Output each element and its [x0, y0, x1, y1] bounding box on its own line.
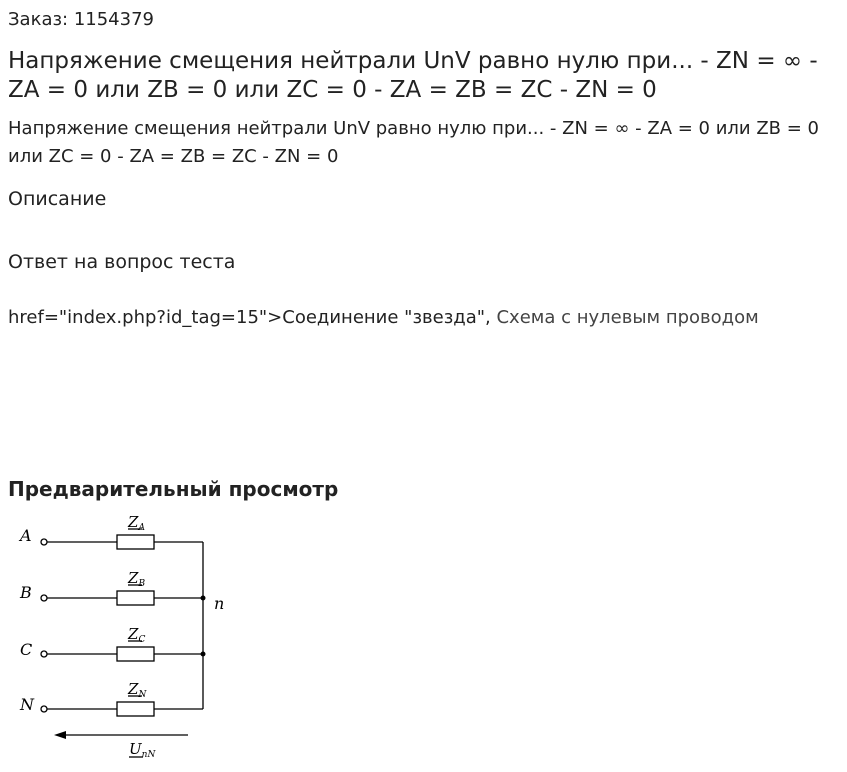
label-b: B: [20, 583, 32, 602]
label-zc: $Z_C$: [128, 625, 146, 645]
tag-link[interactable]: Схема с нулевым проводом: [496, 307, 759, 328]
label-zb: $Z_B$: [128, 569, 146, 589]
answer-text: Ответ на вопрос теста: [8, 251, 236, 273]
label-za: $Z_A$: [128, 513, 145, 533]
resistor-zn: [117, 702, 154, 716]
junction-dot: [201, 596, 206, 601]
description-heading: Описание: [8, 188, 107, 210]
tags-line: [8, 307, 759, 328]
arrow-head-icon: [54, 731, 66, 739]
resistor-zc: [117, 647, 154, 661]
terminal-c: [41, 651, 47, 657]
resistor-zb: [117, 591, 154, 605]
question-text: Напряжение смещения нейтрали UnV равно нулю при... - ZN = ∞ - ZA = 0 или ZB = 0 или ZC = 0 - ZA = ZB = ZC - ZN = 0: [8, 118, 820, 167]
junction-dot: [201, 652, 206, 657]
label-unn: $U_{nN}$: [129, 740, 156, 760]
label-n: N: [20, 695, 34, 714]
terminal-n: [41, 706, 47, 712]
resistor-za: [117, 535, 154, 549]
order-number: Заказ: 1154379: [8, 9, 154, 30]
terminal-b: [41, 595, 47, 601]
terminal-a: [41, 539, 47, 545]
label-c: C: [20, 640, 33, 659]
page-title: Напряжение смещения нейтрали UnV равно нулю при... - ZN = ∞ - ZA = 0 или ZB = 0 или ZC = 0 - ZA = ZB = ZC - ZN = 0: [8, 48, 818, 103]
circuit-diagram: [0, 505, 260, 767]
label-a: A: [20, 526, 32, 545]
label-neutral: n: [214, 594, 225, 613]
label-zn: $Z_N$: [128, 680, 147, 700]
preview-heading: Предварительный просмотр: [8, 477, 339, 501]
tags-prefix: href="index.php?id_tag=15">Соединение "звезда",: [8, 307, 497, 328]
